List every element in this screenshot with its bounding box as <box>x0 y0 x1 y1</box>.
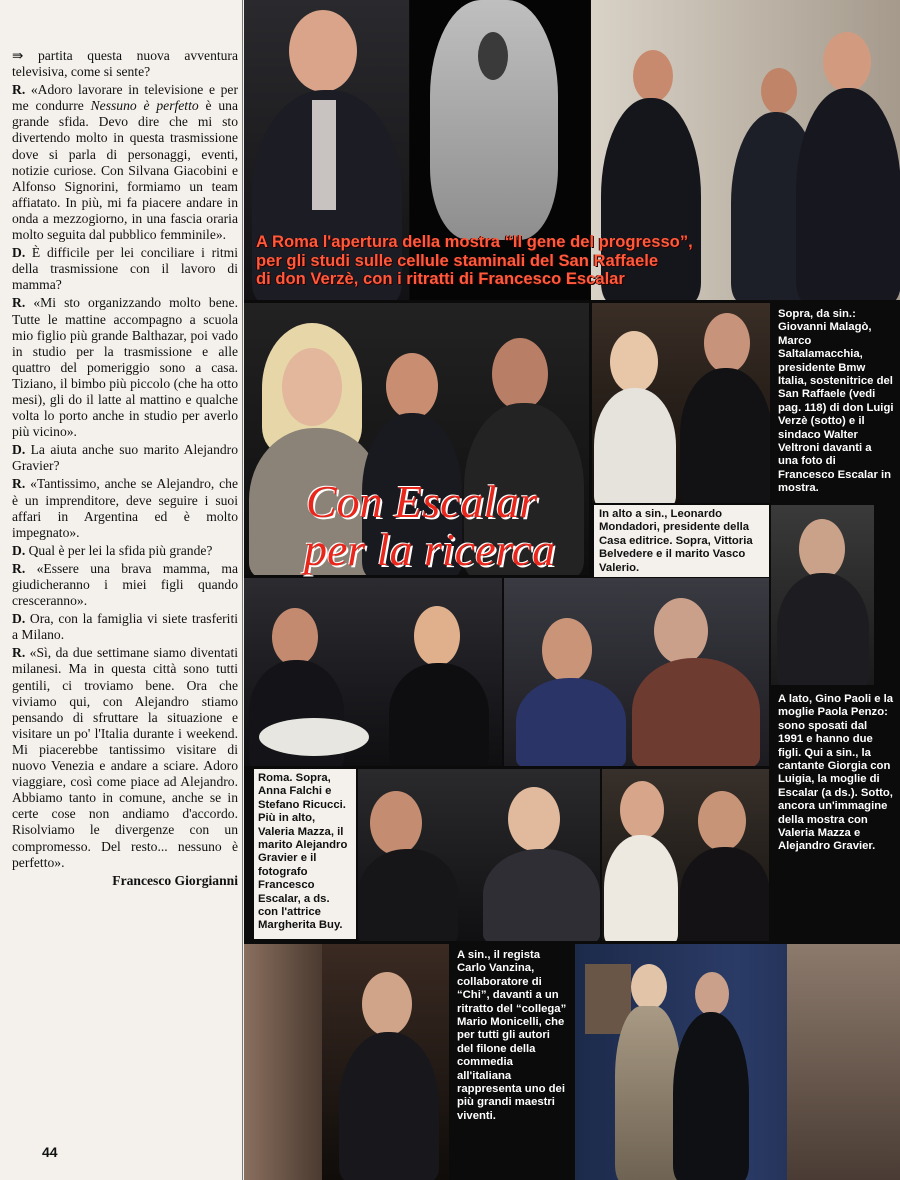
article-paragraph <box>12 476 238 540</box>
headline-line-3: di don Verzè, con i ritratti di Francesco Escalar <box>256 269 625 289</box>
article-paragraph <box>12 561 238 609</box>
question-label: D. <box>12 442 26 458</box>
article-paragraph <box>12 48 238 80</box>
photo-belvedere-valerio <box>592 303 770 503</box>
paragraph-text: è una grande sfida. Devo dire che mi sto divertendo molto in questa trasmissione dove si parla di personaggi, eventi, notizie curiose. Con Silvana Giacobini e Alfonso Signorini, formiamo un team affiatato. In più, mi fa piacere andare in onda a mezzogiorno, in una fascia oraria molto seguita dal pubblico femminile». <box>12 98 238 243</box>
column-divider <box>242 0 243 1180</box>
caption-vanzina: A sin., il regista Carlo Vanzina, collaboratore di “Chi”, davanti a un ritratto del “collega” Mario Monicelli, che per tutti gli autori del filone della commedia all'italiana rappresenta uno dei più grandi maestri viventi. <box>451 944 573 1180</box>
article-paragraph <box>12 245 238 293</box>
headline-line-2: per gli studi sulle cellule staminali del San Raffaele <box>256 250 659 270</box>
photo-paoli-penzo <box>504 578 769 766</box>
paragraph-text: Ora, con la famiglia vi siete trasferiti a Milano. <box>12 611 238 643</box>
page-number: 44 <box>42 1144 58 1160</box>
article-paragraph <box>12 82 238 243</box>
article-paragraph <box>12 442 238 474</box>
caption-mondadori: In alto a sin., Leonardo Mondadori, presidente della Casa editrice. Sopra, Vittoria Belvedere e il marito Vasco Valerio. <box>594 505 769 577</box>
exhibit-headline <box>256 233 856 289</box>
article-paragraph <box>12 295 238 440</box>
photo-falchi-ricucci <box>244 578 502 766</box>
article-paragraph <box>12 543 238 559</box>
paragraph-text: «Sì, da due settimane siamo diventati milanesi. Ma in questa città sono tutti gentili, ci troviamo bene. Ora che viviamo qui, con Alejandro stiamo pensando di sfruttare la situazione e visitare un po' l'Italia durante i weekend. Mi piacerebbe tantissimo visitare di nuovo Venezia e andare a sciare. Adoro viaggiare, così come piace ad Alejandro. Abbiamo tanto in comune, anche se in certe cose non andiamo d'accordo. Risolviamo le divergenze con un compromesso. Del resto... nessuno è perfetto». <box>12 645 238 870</box>
paragraph-text: «Essere una brava mamma, ma giudicheranno i miei figli quando cresceranno». <box>12 560 238 609</box>
photo-collage <box>244 0 900 1180</box>
caption-paoli: A lato, Gino Paoli e la moglie Paola Penzo: sono sposati dal 1991 e hanno due figli. Qui a sin., la cantante Giorgia con Luigia, la moglie di Escalar (a ds.). Sotto, ancora un'immagine della mostra con Valeria Mazza e Alejandro Gravier. <box>772 688 900 943</box>
caption-roma: Roma. Sopra, Anna Falchi e Stefano Ricucci. Più in alto, Valeria Mazza, il marito Alejandro Gravier e il fotografo Francesco Escalar, a ds. con l'attrice Margherita Buy. <box>254 769 356 939</box>
article-paragraph <box>12 611 238 643</box>
main-title-line-2: per la ricerca <box>304 524 556 575</box>
question-label: D. <box>12 611 26 627</box>
answer-label: R. <box>12 645 26 661</box>
answer-label: R. <box>12 295 26 311</box>
photo-mazza-gravier-exhibit <box>575 944 900 1180</box>
paragraph-text: La aiuta anche suo marito Alejandro Gravier? <box>12 442 238 474</box>
paragraph-text: Qual è per lei la sfida più grande? <box>25 542 213 558</box>
paragraph-text: ⇛ partita questa nuova avventura televisiva, come si sente? <box>12 48 238 80</box>
article-paragraph <box>12 645 238 870</box>
photo-mondadori <box>771 505 874 685</box>
paragraph-text: È difficile per lei conciliare i ritmi della trasmissione con il lavoro di mamma? <box>12 245 238 293</box>
show-title: Nessuno è perfetto <box>90 98 199 114</box>
caption-top-right: Sopra, da sin.: Giovanni Malagò, Marco Saltalamacchia, presidente Bmw Italia, sostenitrice del San Raffaele (vedi pag. 118) di don Luigi Verzè (sotto) e il sindaco Walter Veltroni davanti a una foto di Francesco Escalar in mostra. <box>772 303 900 499</box>
headline-line-1: A Roma l'apertura della mostra “Il gene del progresso”, <box>256 232 693 251</box>
answer-label: R. <box>12 82 26 98</box>
main-title-line-1: Con Escalar <box>306 476 538 527</box>
question-label: D. <box>12 542 26 558</box>
answer-label: R. <box>12 476 26 492</box>
photo-vanzina <box>244 944 449 1180</box>
byline: Francesco Giorgianni <box>112 872 238 888</box>
paragraph-text: «Adoro lavorare in televisione e per me condurre <box>12 82 238 114</box>
photo-giorgia-luigia <box>602 769 769 941</box>
paragraph-text: «Tantissimo, anche se Alejandro, che è un imprenditore, deve seguire i suoi affari in Argentina ed è molto impegnato». <box>12 476 238 540</box>
photo-escalar-buy <box>358 769 600 941</box>
paragraph-text: «Mi sto organizzando molto bene. Tutte le mattine accompagno a scuola mio figlio più grande Balthazar, poi vado in studio per la trasmissione e alle quattro del pomeriggio sono a casa. Tiziano, il bimbo più piccolo (che ha otto mesi), gli do il latte al mattino e qualche volta lo porto anche in studio per averlo più vicino». <box>12 295 238 440</box>
question-label: D. <box>12 245 26 261</box>
answer-label: R. <box>12 560 26 576</box>
article-text-column <box>12 48 238 1168</box>
